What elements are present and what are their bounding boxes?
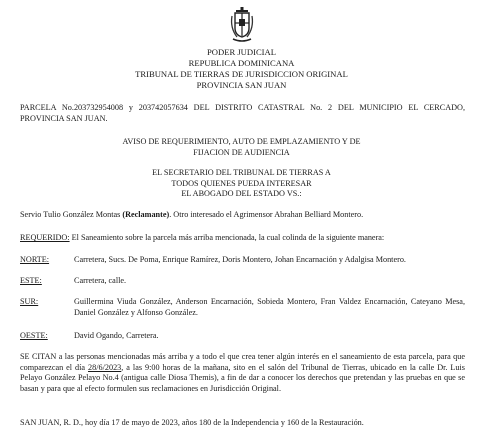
other-party: . Otro interesado el Agrimensor Abrahan Belliard Montero.: [169, 210, 364, 219]
boundary-este: [20, 276, 465, 288]
notice-title-line-1: AVISO DE REQUERIMIENTO, AUTO DE EMPLAZAMIENTO Y DE: [122, 137, 361, 146]
header-line-2: REPUBLICA DOMINICANA: [188, 58, 295, 68]
header-line-1: PODER JUDICIAL: [207, 47, 276, 57]
addressees-line-3: EL ABOGADO DEL ESTADO VS.:: [181, 189, 302, 198]
parties-line: [20, 210, 465, 221]
claimant-name: Servio Tulio González Montas: [20, 210, 121, 219]
notice-title: [0, 137, 483, 158]
requerido-text: El Saneamiento sobre la parcela más arriba mencionada, la cual colinda de la siguiente manera:: [69, 233, 385, 242]
court-header: [0, 47, 483, 91]
addressees: [0, 168, 483, 200]
hearing-date: 28/6/2023: [88, 362, 122, 372]
boundary-text: Guillermina Viuda González, Anderson Encarnación, Sobieda Montero, Fran Valdez Encarnación, Cateyano Mesa, Daniel González y Alfonso González.: [74, 297, 465, 317]
header-line-4: PROVINCIA SAN JUAN: [196, 80, 287, 90]
boundary-oeste: [20, 331, 465, 343]
citation-text-2: , a las 9:00 horas de la mañana, sito en el salón del Tribunal de Tierras, ubicado en la calle Dr. Luis Pelayo González Pelayo No.4 (antigua calle Diosa Themis), a fin de dar a conocer los derechos que pretendan y las pruebas en que se basan y para que al efecto formulen sus reclamaciones en Jurisdicción Original.: [20, 362, 465, 393]
notice-title-line-2: FIJACION DE AUDIENCIA: [193, 147, 290, 157]
boundary-text: Carretera, calle.: [74, 276, 127, 285]
citation-paragraph: [20, 352, 465, 394]
parcela-reference: PARCELA No.203732954008 y 203742057634 DEL DISTRITO CATASTRAL No. 2 DEL MUNICIPIO EL CERCADO, PROVINCIA SAN JUAN.: [20, 103, 465, 123]
citation-text-1: SE CITAN a las personas mencionadas más arriba y a todo el que crea tener algún interés en el saneamiento de esta parcela, para que comparezcan el día: [20, 352, 465, 372]
boundary-sur: [20, 297, 465, 321]
addressees-line-2: TODOS QUIENES PUEDA INTERESAR: [171, 178, 312, 188]
boundary-text: Carretera, Sucs. De Poma, Enrique Ramírez, Doris Montero, Johan Encarnación y Adalgisa Montero.: [74, 255, 406, 264]
addressees-line-1: EL SECRETARIO DEL TRIBUNAL DE TIERRAS A: [152, 168, 331, 177]
coat-of-arms-seal: [229, 6, 255, 44]
boundary-label: ESTE:: [20, 276, 42, 285]
boundary-label: OESTE:: [20, 331, 48, 340]
boundary-label: SUR:: [20, 297, 39, 306]
boundary-text: David Ogando, Carretera.: [74, 331, 159, 340]
boundary-norte: [20, 255, 465, 267]
requerido-label: REQUERIDO:: [20, 233, 70, 242]
boundary-label: NORTE:: [20, 255, 50, 264]
place-date-footer: SAN JUAN, R. D., hoy día 17 de mayo de 2023, años 180 de la Independencia y 160 de la Restauración.: [20, 418, 364, 427]
claimant-role: (Reclamante): [122, 210, 170, 219]
requerido-line: [20, 233, 465, 244]
header-line-3: TRIBUNAL DE TIERRAS DE JURISDICCION ORIGINAL: [135, 69, 348, 79]
